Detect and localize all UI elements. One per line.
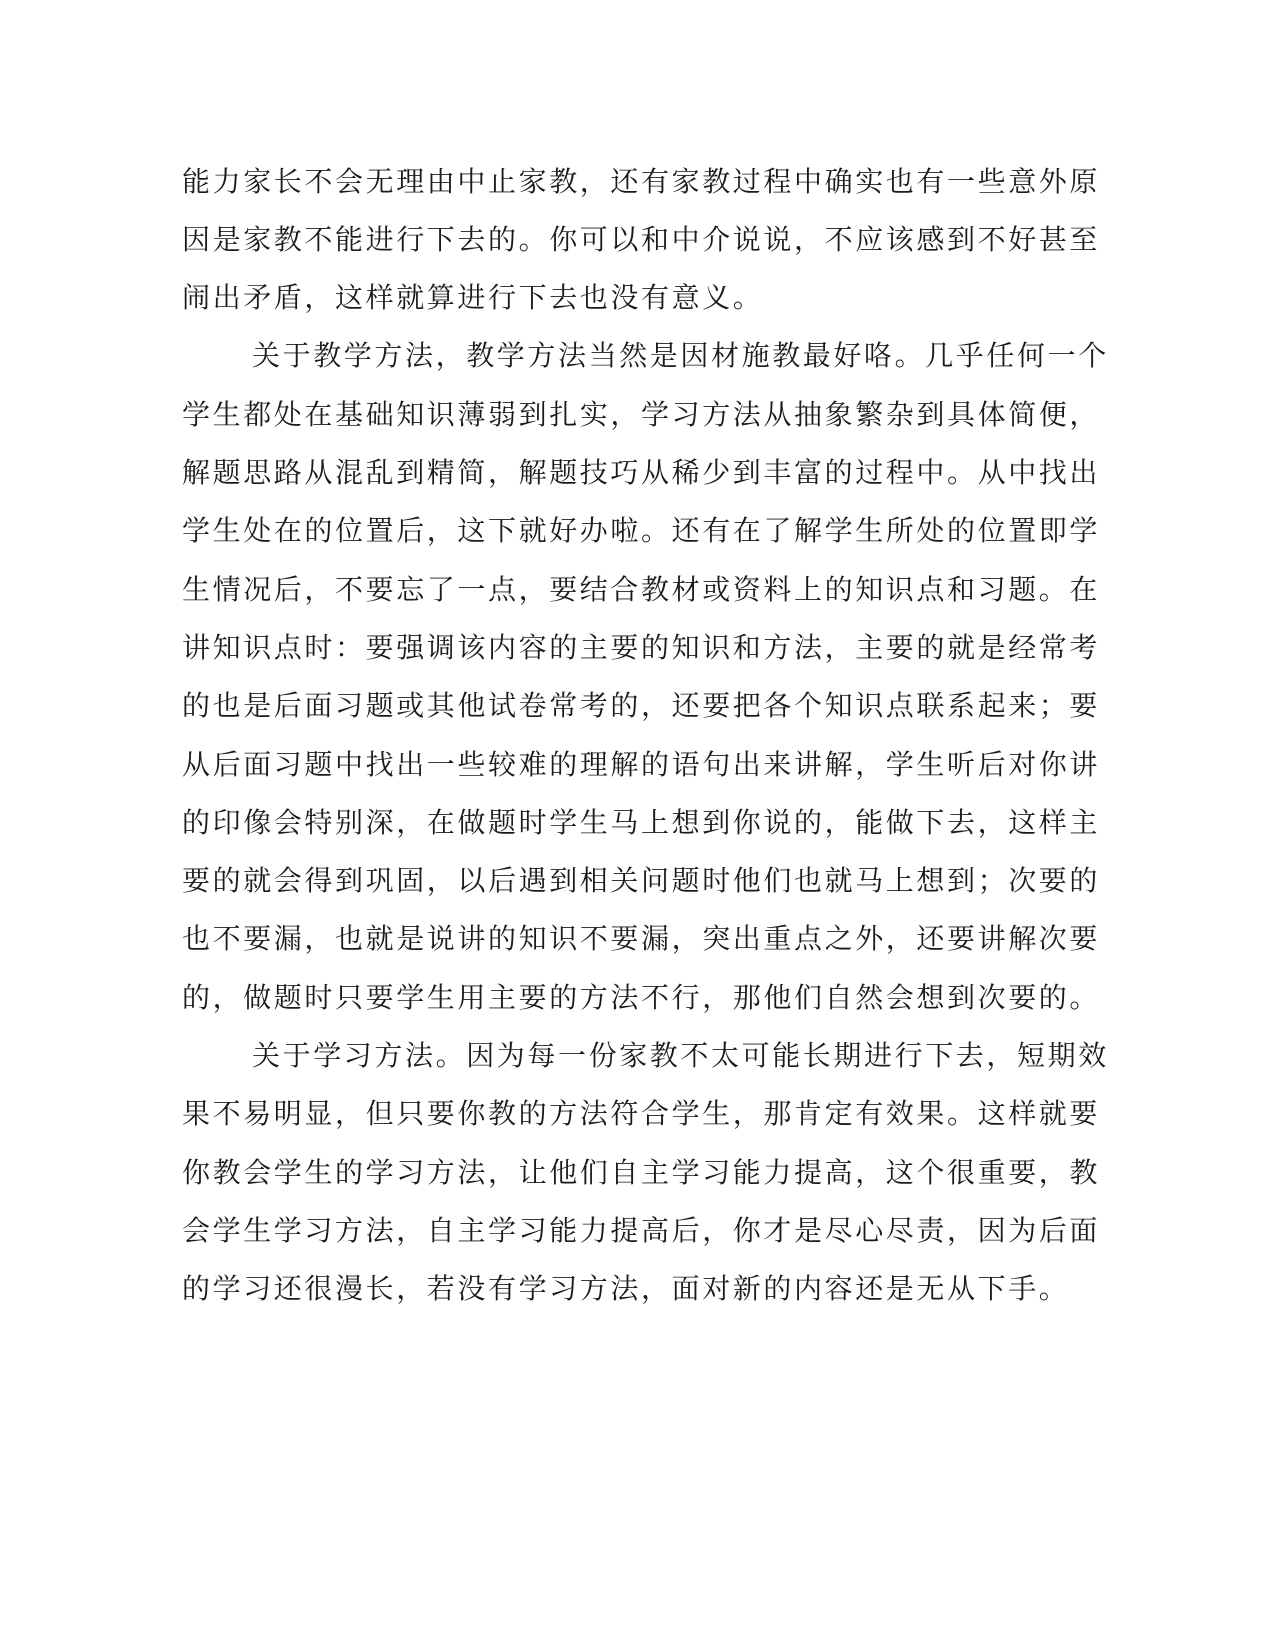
text-line: 会学生学习方法，自主学习能力提高后，你才是尽心尽责，因为后面 <box>182 1214 1101 1247</box>
paragraph-first-line: 关于学习方法。因为每一份家教不太可能长期进行下去，短期效 <box>252 1039 1109 1072</box>
text-line: 因是家教不能进行下去的。你可以和中介说说，不应该感到不好甚至 <box>182 223 1101 256</box>
text-line: 的印像会特别深，在做题时学生马上想到你说的，能做下去，这样主 <box>182 806 1101 839</box>
text-line: 能力家长不会无理由中止家教，还有家教过程中确实也有一些意外原 <box>182 165 1101 198</box>
text-line: 解题思路从混乱到精简，解题技巧从稀少到丰富的过程中。从中找出 <box>182 456 1101 489</box>
text-line: 的学习还很漫长，若没有学习方法，面对新的内容还是无从下手。 <box>182 1272 1070 1305</box>
text-line: 的，做题时只要学生用主要的方法不行，那他们自然会想到次要的。 <box>182 981 1101 1014</box>
text-line: 讲知识点时：要强调该内容的主要的知识和方法，主要的就是经常考 <box>182 631 1101 664</box>
text-line: 果不易明显，但只要你教的方法符合学生，那肯定有效果。这样就要 <box>182 1097 1101 1130</box>
text-line: 生情况后，不要忘了一点，要结合教材或资料上的知识点和习题。在 <box>182 573 1101 606</box>
text-line: 也不要漏，也就是说讲的知识不要漏，突出重点之外，还要讲解次要 <box>182 922 1101 955</box>
text-line: 要的就会得到巩固，以后遇到相关问题时他们也就马上想到；次要的 <box>182 864 1101 897</box>
text-line: 学生都处在基础知识薄弱到扎实，学习方法从抽象繁杂到具体简便， <box>182 398 1101 431</box>
paragraph-first-line: 关于教学方法，教学方法当然是因材施教最好咯。几乎任何一个 <box>252 339 1109 372</box>
text-line: 你教会学生的学习方法，让他们自主学习能力提高，这个很重要，教 <box>182 1156 1101 1189</box>
text-line: 的也是后面习题或其他试卷常考的，还要把各个知识点联系起来；要 <box>182 689 1101 722</box>
text-line: 从后面习题中找出一些较难的理解的语句出来讲解，学生听后对你讲 <box>182 748 1101 781</box>
text-line: 闹出矛盾，这样就算进行下去也没有意义。 <box>182 281 764 314</box>
text-line: 学生处在的位置后，这下就好办啦。还有在了解学生所处的位置即学 <box>182 514 1101 547</box>
